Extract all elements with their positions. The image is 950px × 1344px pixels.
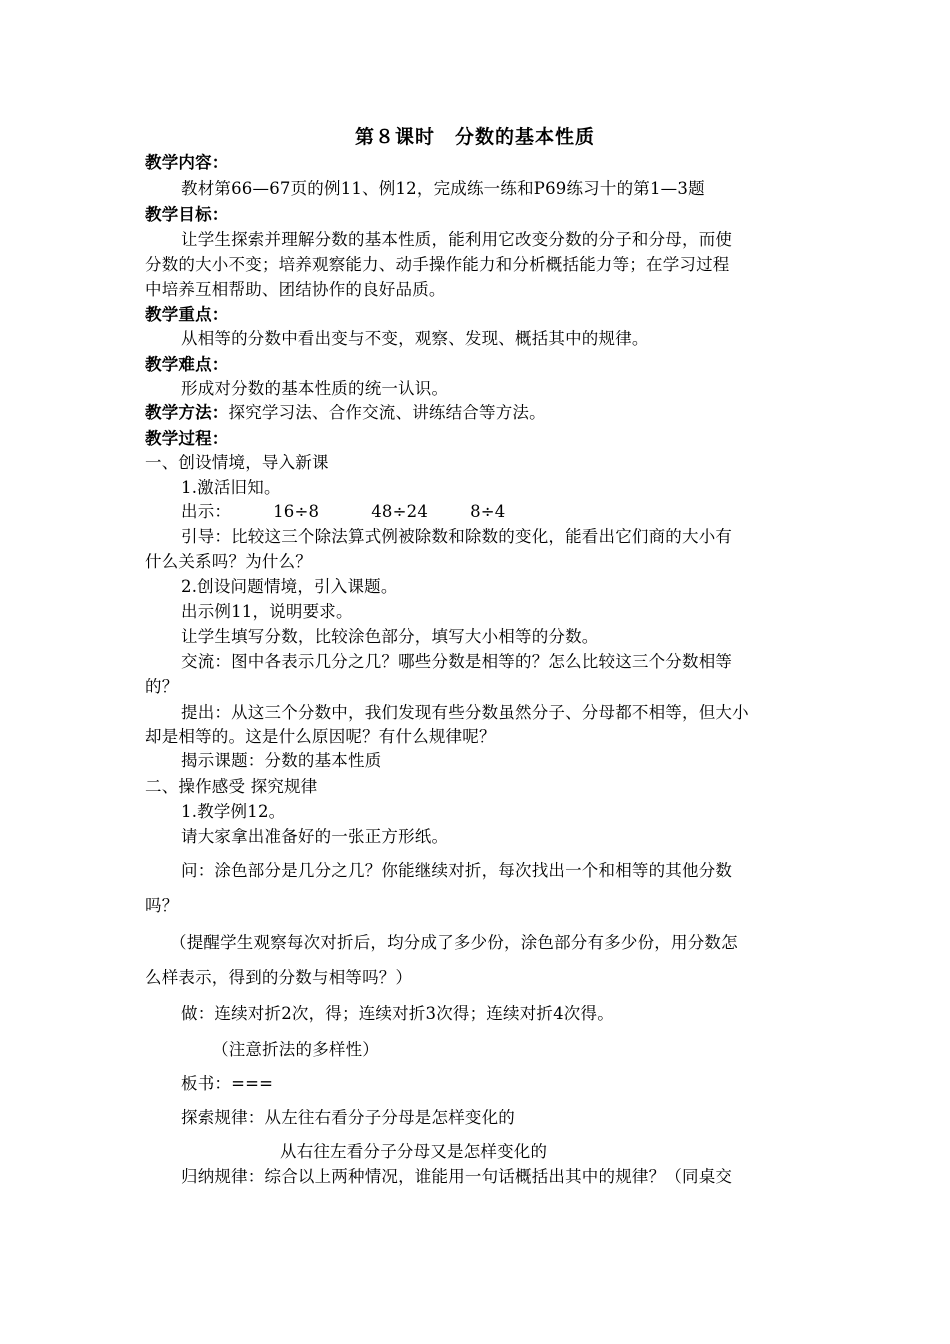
- goal-line-3: 中培养互相帮助、团结协作的良好品质。: [145, 280, 446, 299]
- note-text: （注意折法的多样性）: [212, 1040, 379, 1059]
- remind-line-1: （提醒学生观察每次对折后，均分成了多少份，涂色部分有多少份，用分数怎: [170, 933, 738, 952]
- guide-line-1: 引导：比较这三个除法算式例被除数和除数的变化，能看出它们商的大小有: [181, 527, 733, 546]
- talk-line-2: 的？: [145, 677, 179, 696]
- heading-goal: 教学目标：: [145, 205, 229, 224]
- remind-line-2: 么样表示，得到的分数与相等吗？）: [145, 968, 413, 987]
- expression-1: 16÷8: [273, 502, 320, 521]
- step-2-1: 1.教学例12。: [181, 802, 286, 821]
- content-text: 教材第66—67页的例11、例12，完成练一练和P69练习十的第1—3题: [181, 179, 705, 198]
- fill-text: 让学生填写分数，比较涂色部分，填写大小相等的分数。: [181, 627, 599, 646]
- expression-2: 48÷24: [371, 502, 429, 521]
- show-label: 出示：: [181, 502, 232, 521]
- section-1-title: 一、创设情境，导入新课: [145, 453, 329, 472]
- section-2-title: 二、操作感受 探究规律: [145, 777, 318, 796]
- goal-line-1: 让学生探索并理解分数的基本性质，能利用它改变分数的分子和分母，而使: [181, 230, 733, 249]
- show-line: [181, 501, 505, 523]
- talk-line-1: 交流：图中各表示几分之几？哪些分数是相等的？怎么比较这三个分数相等: [181, 652, 733, 671]
- guide-line-2: 什么关系吗？为什么？: [145, 552, 312, 571]
- summary-line: 归纳规律：综合以上两种情况，谁能用一句话概括出其中的规律？（同桌交: [181, 1167, 733, 1186]
- heading-key: 教学重点：: [145, 305, 229, 324]
- ask-line-2: 吗？: [145, 896, 179, 915]
- heading-process: 教学过程：: [145, 429, 229, 448]
- step-1-2: 2.创设问题情境，引入课题。: [181, 577, 398, 596]
- heading-method: 教学方法：: [145, 403, 229, 422]
- reveal-topic: 揭示课题：分数的基本性质: [181, 751, 382, 770]
- do-text: 做：连续对折2次，得；连续对折3次得；连续对折4次得。: [181, 1004, 614, 1023]
- raise-line-1: 提出：从这三个分数中，我们发现有些分数虽然分子、分母都不相等，但大小: [181, 703, 749, 722]
- explore-line-1: 探索规律：从左往右看分子分母是怎样变化的: [181, 1108, 515, 1127]
- expression-3: 8÷4: [470, 502, 506, 521]
- method-line: [145, 402, 546, 424]
- board-text: 板书：===: [181, 1074, 274, 1093]
- explore-line-2: 从右往左看分子分母又是怎样变化的: [280, 1142, 548, 1161]
- heading-difficulty: 教学难点：: [145, 355, 229, 374]
- raise-line-2: 却是相等的。这是什么原因呢？有什么规律呢？: [145, 727, 496, 746]
- page-title: 第８课时 分数的基本性质: [354, 126, 595, 148]
- heading-content: 教学内容：: [145, 153, 229, 172]
- show-example-11: 出示例11，说明要求。: [181, 602, 353, 621]
- paper-text: 请大家拿出准备好的一张正方形纸。: [181, 827, 449, 846]
- method-text: 探究学习法、合作交流、讲练结合等方法。: [228, 403, 546, 422]
- goal-line-2: 分数的大小不变；培养观察能力、动手操作能力和分析概括能力等；在学习过程: [145, 255, 730, 274]
- ask-line-1: 问：涂色部分是几分之几？你能继续对折，每次找出一个和相等的其他分数: [181, 861, 733, 880]
- key-text: 从相等的分数中看出变与不变，观察、发现、概括其中的规律。: [181, 329, 649, 348]
- difficulty-text: 形成对分数的基本性质的统一认识。: [181, 379, 449, 398]
- step-1-1: 1.激活旧知。: [181, 478, 281, 497]
